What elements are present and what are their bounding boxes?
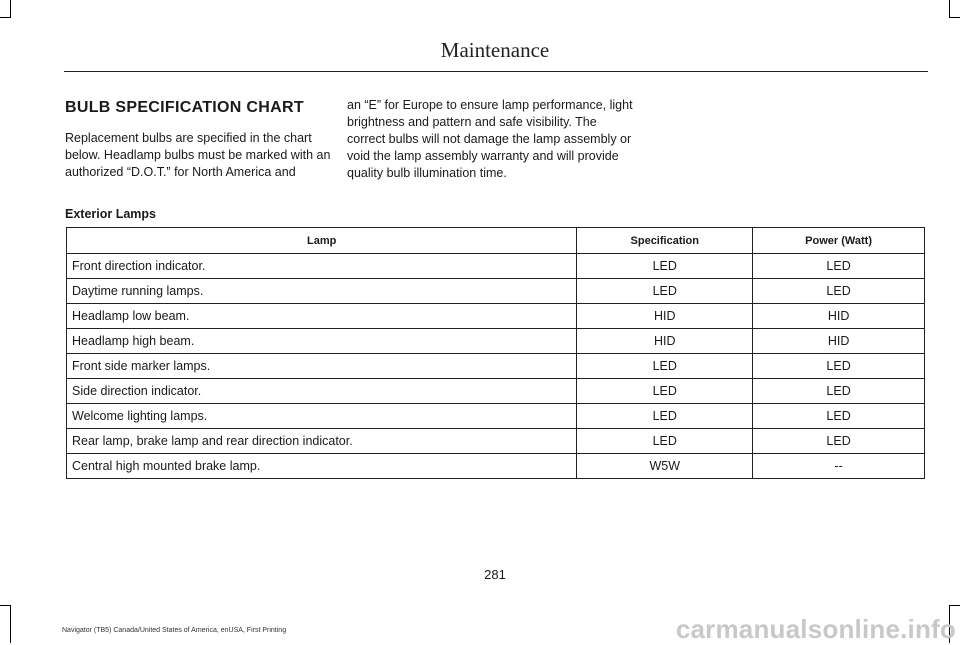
power-cell: LED xyxy=(753,279,925,304)
specification-cell: HID xyxy=(577,329,753,354)
table-row xyxy=(67,454,925,479)
power-cell: LED xyxy=(753,404,925,429)
lamp-cell: Welcome lighting lamps. xyxy=(67,404,577,429)
table-row xyxy=(67,404,925,429)
table-row xyxy=(67,304,925,329)
specification-cell: LED xyxy=(577,429,753,454)
crop-mark xyxy=(0,17,10,18)
table-caption: Exterior Lamps xyxy=(65,207,157,221)
crop-mark xyxy=(0,605,10,606)
table-row xyxy=(67,429,925,454)
power-cell: HID xyxy=(753,329,925,354)
bulb-spec-table xyxy=(66,227,925,479)
lamp-cell: Front direction indicator. xyxy=(67,254,577,279)
power-cell: HID xyxy=(753,304,925,329)
crop-mark xyxy=(10,605,11,643)
page-header-title: Maintenance xyxy=(440,38,550,62)
column-header-lamp: Lamp xyxy=(67,228,577,254)
specification-cell: LED xyxy=(577,254,753,279)
specification-cell: W5W xyxy=(577,454,753,479)
lamp-cell: Daytime running lamps. xyxy=(67,279,577,304)
power-cell: LED xyxy=(753,254,925,279)
power-cell: LED xyxy=(753,354,925,379)
table-row xyxy=(67,279,925,304)
section-heading: BULB SPECIFICATION CHART xyxy=(65,99,304,116)
specification-cell: HID xyxy=(577,304,753,329)
table-row xyxy=(67,354,925,379)
crop-mark xyxy=(10,0,11,18)
intro-paragraph-left: Replacement bulbs are specified in the chart below. Headlamp bulbs must be marked with an authorized “D.O.T.” for North America and xyxy=(65,131,331,179)
lamp-cell: Rear lamp, brake lamp and rear direction indicator. xyxy=(67,429,577,454)
specification-cell: LED xyxy=(577,354,753,379)
column-header-power: Power (Watt) xyxy=(753,228,925,254)
page-number: 281 xyxy=(484,567,506,582)
power-cell: LED xyxy=(753,429,925,454)
watermark-logo: carmanualsonline.info xyxy=(675,614,956,644)
power-cell: -- xyxy=(753,454,925,479)
table-row xyxy=(67,379,925,404)
header-divider xyxy=(64,71,928,72)
specification-cell: LED xyxy=(577,379,753,404)
footer-print-note: Navigator (TB5) Canada/United States of America, enUSA, First Printing xyxy=(62,627,287,634)
specification-cell: LED xyxy=(577,279,753,304)
lamp-cell: Headlamp high beam. xyxy=(67,329,577,354)
crop-mark xyxy=(949,0,950,18)
crop-mark xyxy=(950,17,960,18)
specification-cell: LED xyxy=(577,404,753,429)
crop-mark xyxy=(950,605,960,606)
table-row xyxy=(67,329,925,354)
lamp-cell: Side direction indicator. xyxy=(67,379,577,404)
power-cell: LED xyxy=(753,379,925,404)
table-row xyxy=(67,254,925,279)
lamp-cell: Front side marker lamps. xyxy=(67,354,577,379)
intro-paragraph-right: an “E” for Europe to ensure lamp performance, light brightness and pattern and safe visibility. The correct bulbs will not damage the lamp assembly or void the lamp assembly warranty and will provide quality bulb illumination time. xyxy=(347,98,633,180)
column-header-specification: Specification xyxy=(577,228,753,254)
lamp-cell: Central high mounted brake lamp. xyxy=(67,454,577,479)
table-header-row xyxy=(67,228,925,254)
lamp-cell: Headlamp low beam. xyxy=(67,304,577,329)
